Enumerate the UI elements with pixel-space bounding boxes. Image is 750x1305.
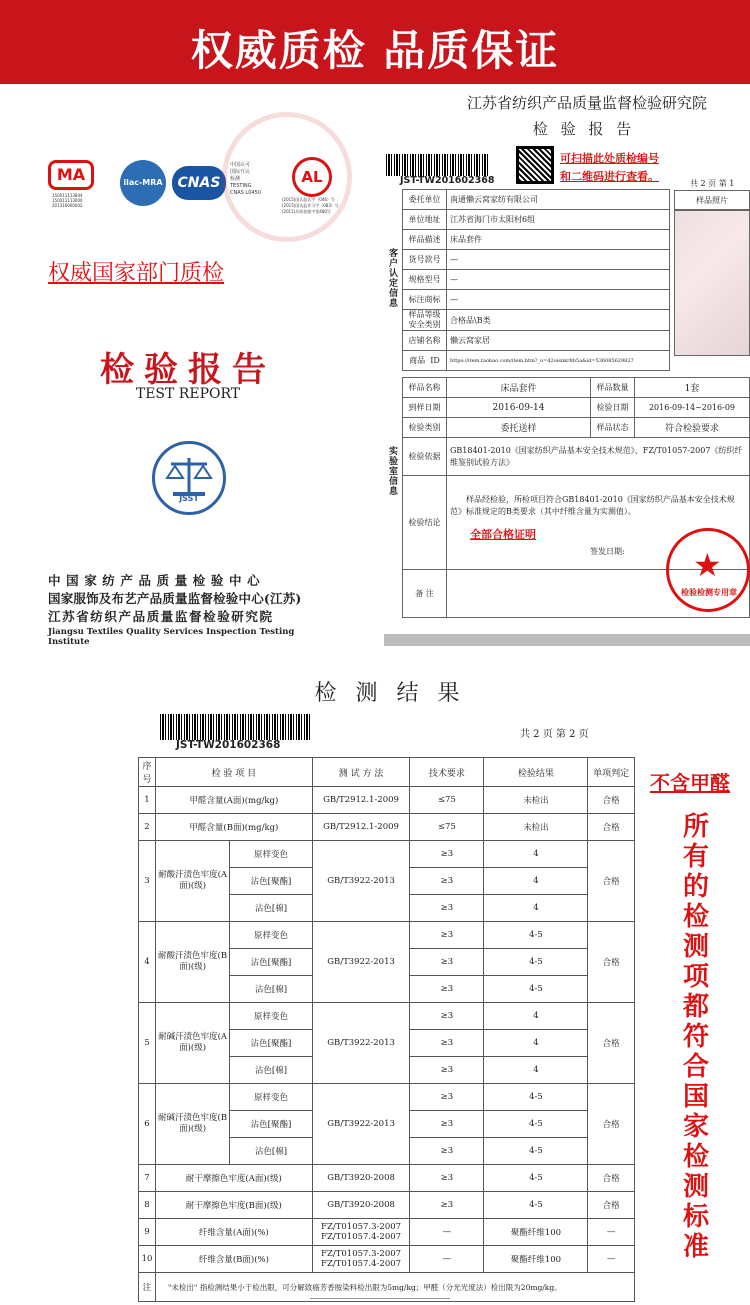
- row-requirement: —: [410, 1246, 484, 1273]
- results-header-cell: 序号: [139, 758, 156, 787]
- row-subitem: 原样变色: [230, 1003, 313, 1030]
- row-judgement: 合格: [588, 1165, 635, 1192]
- row-result: 4-5: [484, 976, 588, 1003]
- results-header-cell: 单项判定: [588, 758, 635, 787]
- state: 符合检验要求: [635, 418, 750, 438]
- client-info-row: [403, 310, 670, 331]
- row-method: GB/T3922-2013: [312, 1003, 410, 1084]
- cma-caption: 150011113844 150011113000 201316060002: [52, 193, 83, 208]
- client-info-value: —: [447, 250, 670, 270]
- row-requirement: ≤75: [410, 814, 484, 841]
- row-result: 4-5: [484, 1192, 588, 1219]
- cma-logo-text: MA: [56, 165, 86, 184]
- sample-qty-label: 样品数量: [591, 378, 635, 398]
- sample-qty: 1套: [635, 378, 750, 398]
- row-requirement: ≥3: [410, 895, 484, 922]
- row-result: 4: [484, 1057, 588, 1084]
- test-date-label: 检验日期: [591, 398, 635, 418]
- row-result: 4: [484, 895, 588, 922]
- client-info-label: 样品描述: [403, 230, 447, 250]
- row-method: GB/T3922-2013: [312, 841, 410, 922]
- row-judgement: 合格: [588, 841, 635, 922]
- row-method: GB/T3922-2013: [312, 1084, 410, 1165]
- row-result: 4: [484, 868, 588, 895]
- row-subitem: 原样变色: [230, 1084, 313, 1111]
- row-item: 耐干摩擦色牢度(A面)(级): [155, 1165, 312, 1192]
- qr-code: [516, 146, 554, 184]
- org-line-3: 江苏省纺织产品质量监督检验研究院: [48, 609, 274, 624]
- row-subitem: 沾色[棉]: [230, 1057, 313, 1084]
- barcode-text: JST-TW201602368: [400, 175, 495, 186]
- report-title-en: TEST REPORT: [135, 386, 241, 402]
- authority-link[interactable]: 权威国家部门质检: [48, 261, 225, 286]
- client-info-label: 商品 ID: [403, 351, 447, 371]
- row-result: 4: [484, 841, 588, 868]
- client-info-label: 单位地址: [403, 210, 447, 230]
- row-subitem: 沾色[棉]: [230, 1138, 313, 1165]
- results-row: [139, 1165, 635, 1192]
- results-table: [138, 757, 635, 1302]
- row-number: 1: [139, 787, 156, 814]
- all-meet-standard-note: 所有的检测项都符合国家检测标准: [683, 812, 710, 1262]
- row-method: GB/T3920-2008: [312, 1192, 410, 1219]
- cnas-logo-text: CNAS: [177, 175, 221, 191]
- row-judgement: 合格: [588, 1192, 635, 1219]
- stamp-text: 检验检测专用章: [681, 588, 737, 597]
- row-number: 7: [139, 1165, 156, 1192]
- row-requirement: ≥3: [410, 1057, 484, 1084]
- results-row: [139, 1084, 635, 1111]
- row-judgement: —: [588, 1246, 635, 1273]
- ilac-logo-text: ilac-MRA: [123, 178, 163, 187]
- row-subitem: 原样变色: [230, 841, 313, 868]
- row-judgement: 合格: [588, 814, 635, 841]
- report-title: 检 验 报 告: [532, 120, 636, 138]
- client-info-value: 江苏省海门市太阳村6组: [447, 210, 670, 230]
- client-info-table: [402, 189, 670, 371]
- inspection-stamp: [666, 528, 750, 612]
- row-item: 甲醛含量(A面)(mg/kg): [155, 787, 312, 814]
- row-number: 4: [139, 922, 156, 1003]
- row-subitem: 原样变色: [230, 922, 313, 949]
- row-method: FZ/T01057.3-2007 FZ/T01057.4-2007: [312, 1219, 410, 1246]
- org-line-4: Jiangsu Textiles Quality Services Inspection Testing Institute: [48, 627, 295, 647]
- sample-name: 床品套件: [447, 378, 591, 398]
- row-method: GB/T2912.1-2009: [312, 787, 410, 814]
- row-number: 8: [139, 1192, 156, 1219]
- approved-watermark: [222, 112, 352, 242]
- row-subitem: 沾色[棉]: [230, 895, 313, 922]
- results-heading: 检 测 结 果: [314, 681, 466, 706]
- report-page-1: [384, 88, 750, 648]
- row-requirement: ≥3: [410, 1084, 484, 1111]
- results-row: [139, 1003, 635, 1030]
- bottom-divider: [310, 1298, 450, 1299]
- client-info-value: 南通懒云窝家纺有限公司: [447, 190, 670, 210]
- stamp-star-icon: ★: [693, 546, 722, 584]
- client-info-row: [403, 250, 670, 270]
- conclusion-label: 检验结论: [403, 476, 447, 570]
- row-result: 4-5: [484, 1111, 588, 1138]
- page-number: 共 2 页 第 1: [690, 179, 735, 188]
- row-subitem: 沾色[棉]: [230, 976, 313, 1003]
- report-title-cn: 检验报告: [100, 350, 276, 390]
- client-info-label: 店铺名称: [403, 331, 447, 351]
- row-result: 未检出: [484, 814, 588, 841]
- row-requirement: ≥3: [410, 1030, 484, 1057]
- row-requirement: ≥3: [410, 949, 484, 976]
- client-info-value: https://item.taobao.com/item.htm?_u=d2oisnkr8b5a&id=536085629827: [447, 351, 670, 371]
- row-requirement: ≥3: [410, 1003, 484, 1030]
- row-number: 6: [139, 1084, 156, 1165]
- remark-label: 备 注: [403, 570, 447, 618]
- results-header-row: [139, 758, 635, 787]
- results-row: [139, 814, 635, 841]
- cnas-logo: [172, 166, 226, 200]
- results-header-cell: 检 验 项 目: [155, 758, 312, 787]
- row-requirement: ≥3: [410, 841, 484, 868]
- row-item: 纤维含量(A面)(%): [155, 1219, 312, 1246]
- row-result: 4-5: [484, 1165, 588, 1192]
- client-info-value: 床品套件: [447, 230, 670, 250]
- results-row: [139, 841, 635, 868]
- state-label: 样品状态: [591, 418, 635, 438]
- sign-date: 签发日期:: [590, 547, 625, 556]
- results-row: [139, 787, 635, 814]
- row-judgement: 合格: [588, 1084, 635, 1165]
- row-requirement: ≥3: [410, 976, 484, 1003]
- row-item: 纤维含量(B面)(%): [155, 1246, 312, 1273]
- banner-title: 权威质检 品质保证: [190, 26, 560, 75]
- results-row: [139, 1192, 635, 1219]
- row-requirement: ≥3: [410, 868, 484, 895]
- results-row: [139, 1219, 635, 1246]
- row-result: 4-5: [484, 1084, 588, 1111]
- row-subitem: 沾色[聚酯]: [230, 1111, 313, 1138]
- row-result: 4-5: [484, 922, 588, 949]
- ilac-logo: [120, 160, 166, 206]
- row-subitem: 沾色[聚酯]: [230, 868, 313, 895]
- row-requirement: ≥3: [410, 922, 484, 949]
- client-info-value: 懒云窝家居: [447, 331, 670, 351]
- category-label: 检验类别: [403, 418, 447, 438]
- row-subitem: 沾色[聚酯]: [230, 1030, 313, 1057]
- client-info-value: 合格品\B类: [447, 310, 670, 331]
- all-pass-link[interactable]: 全部合格证明: [470, 528, 536, 541]
- row-result: 4: [484, 1003, 588, 1030]
- qr-link-line-1[interactable]: 可扫描此处质检编号: [560, 152, 659, 165]
- barcode: [386, 154, 490, 176]
- client-info-label: 规格型号: [403, 270, 447, 290]
- sample-name-label: 样品名称: [403, 378, 447, 398]
- results-header-cell: 测 试 方 法: [312, 758, 410, 787]
- row-number: 2: [139, 814, 156, 841]
- page-bottom-bar: [384, 634, 750, 646]
- client-info-row: [403, 331, 670, 351]
- row-result: 4-5: [484, 949, 588, 976]
- org-line-2: 国家服饰及布艺产品质量监督检验中心(江苏): [48, 591, 302, 606]
- no-formaldehyde-link[interactable]: 不含甲醛: [650, 771, 730, 795]
- client-info-label: 货号款号: [403, 250, 447, 270]
- sample-photo: [674, 210, 750, 356]
- row-requirement: ≤75: [410, 787, 484, 814]
- top-banner: [0, 0, 750, 84]
- row-result: 聚酯纤维100: [484, 1246, 588, 1273]
- seal-text: JSST: [179, 494, 199, 503]
- row-item: 耐酸汗渍色牢度(B面)(级): [155, 922, 229, 1003]
- test-date: 2016-09-14~2016-09: [635, 398, 750, 418]
- arrive-date-label: 到样日期: [403, 398, 447, 418]
- row-method: FZ/T01057.3-2007 FZ/T01057.4-2007: [312, 1246, 410, 1273]
- client-info-row: [403, 210, 670, 230]
- results-header-cell: 技术要求: [410, 758, 484, 787]
- row-number: 5: [139, 1003, 156, 1084]
- category: 委托送样: [447, 418, 591, 438]
- client-info-label: 委托单位: [403, 190, 447, 210]
- client-info-value: —: [447, 270, 670, 290]
- al-logo: [292, 157, 332, 197]
- cma-logo: [48, 160, 94, 190]
- row-requirement: ≥3: [410, 1111, 484, 1138]
- client-info-row: [403, 190, 670, 210]
- client-info-row: [403, 270, 670, 290]
- row-result: 未检出: [484, 787, 588, 814]
- results-row: [139, 922, 635, 949]
- row-item: 耐干摩擦色牢度(B面)(级): [155, 1192, 312, 1219]
- al-caption: (2015)国认监认字（046）号 (2015)国认监许可字（083）号 (2011)苏质检服字第480号: [282, 197, 339, 214]
- results-barcode: [160, 714, 310, 740]
- row-requirement: ≥3: [410, 1192, 484, 1219]
- note-label: 注: [139, 1273, 156, 1302]
- org-line-1: 中国家纺产品质量检验中心: [48, 573, 266, 588]
- row-method: GB/T3922-2013: [312, 922, 410, 1003]
- results-barcode-text: JST-TW201602368: [176, 739, 281, 751]
- row-result: 4-5: [484, 1138, 588, 1165]
- client-info-row: [403, 230, 670, 250]
- row-result: 聚酯纤维100: [484, 1219, 588, 1246]
- row-number: 9: [139, 1219, 156, 1246]
- client-info-row: [403, 351, 670, 371]
- row-requirement: —: [410, 1219, 484, 1246]
- sample-photo-label: 样品照片: [674, 190, 750, 210]
- row-judgement: 合格: [588, 922, 635, 1003]
- note-text: "未检出" 指检测结果小于检出限，可分解致癌芳香胺染料检出限为5mg/kg；甲醛（分光光度法）检出限为20mg/kg。: [155, 1273, 634, 1302]
- row-item: 甲醛含量(B面)(mg/kg): [155, 814, 312, 841]
- results-row: [139, 1246, 635, 1273]
- cnas-caption: 中国认可 国际互认 检测 TESTING CNAS L0450: [230, 162, 261, 196]
- row-requirement: ≥3: [410, 1165, 484, 1192]
- client-info-row: [403, 290, 670, 310]
- basis-label: 检验依据: [403, 438, 447, 476]
- al-logo-text: AL: [301, 168, 323, 186]
- results-header-cell: 检验结果: [484, 758, 588, 787]
- client-info-value: —: [447, 290, 670, 310]
- qr-link-line-2[interactable]: 和二维码进行查看。: [560, 170, 659, 183]
- jsst-seal: [152, 441, 226, 515]
- row-item: 耐碱汗渍色牢度(A面)(级): [155, 1003, 229, 1084]
- row-item: 耐碱汗渍色牢度(B面)(级): [155, 1084, 229, 1165]
- institute-name: 江苏省纺织产品质量监督检验研究院: [466, 94, 707, 112]
- row-judgement: 合格: [588, 787, 635, 814]
- row-judgement: —: [588, 1219, 635, 1246]
- client-info-label: 样品等级 安全类别: [403, 310, 447, 331]
- arrive-date: 2016-09-14: [447, 398, 591, 418]
- row-method: GB/T2912.1-2009: [312, 814, 410, 841]
- section-client: 客户认定信息: [387, 248, 397, 308]
- row-result: 4: [484, 1030, 588, 1057]
- row-number: 10: [139, 1246, 156, 1273]
- results-page-number: 共 2 页 第 2 页: [520, 729, 589, 740]
- section-lab: 实验室信息: [387, 446, 397, 496]
- client-info-label: 标注商标: [403, 290, 447, 310]
- conclusion-text: 样品经检验，所检项目符合GB18401-2010《国家纺织产品基本安全技术规范》标准规定的B类要求（其中纤维含量为实测值）。: [450, 495, 735, 516]
- row-number: 3: [139, 841, 156, 922]
- row-requirement: ≥3: [410, 1138, 484, 1165]
- row-judgement: 合格: [588, 1003, 635, 1084]
- row-method: GB/T3920-2008: [312, 1165, 410, 1192]
- row-item: 耐酸汗渍色牢度(A面)(级): [155, 841, 229, 922]
- basis: GB18401-2010《国家纺织产品基本安全技术规范》、FZ/T01057-2007《纺织纤维鉴别试验方法》: [447, 438, 750, 476]
- row-subitem: 沾色[聚酯]: [230, 949, 313, 976]
